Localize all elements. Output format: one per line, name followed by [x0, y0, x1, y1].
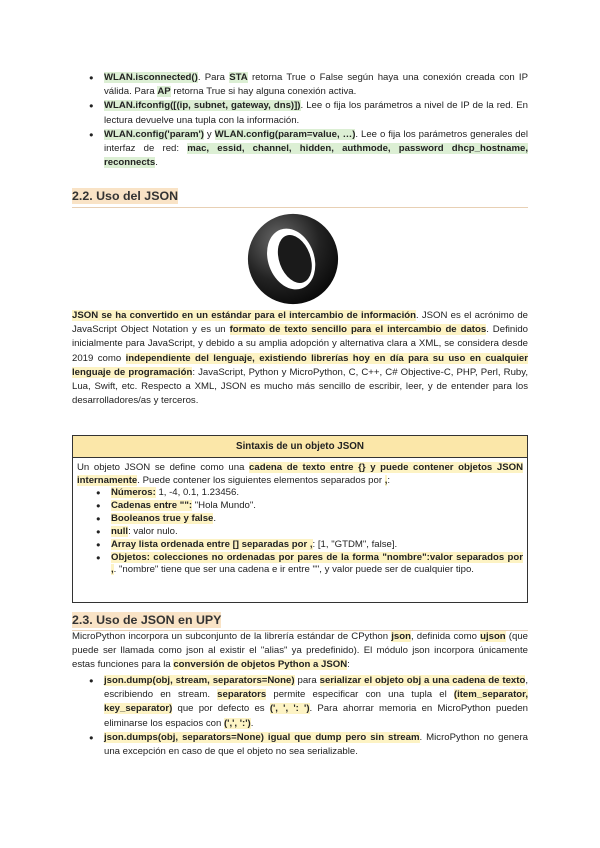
code-wlan-isconnected: WLAN.isconnected() [104, 72, 198, 83]
highlight: independiente del lenguaje, existiendo librerías hoy en día para su uso en cualquier lenguaje de programación [72, 352, 529, 378]
syntax-box-body [73, 458, 527, 577]
text: : [387, 475, 391, 486]
list-item [77, 500, 523, 513]
code-wlan-ifconfig: WLAN.ifconfig([(ip, subnet, gateway, dns)]) [104, 100, 301, 112]
upy-intro-paragraph [72, 630, 528, 673]
text: retorna True o False según haya una conexión creada con IP válida. Para [104, 72, 528, 98]
json-intro-paragraph [72, 309, 528, 408]
text: , definida como [410, 631, 481, 642]
list-item [77, 487, 523, 500]
highlight: (',', ':') [223, 717, 251, 729]
element-type: Números: [111, 487, 156, 498]
section-heading-upy [72, 613, 221, 627]
highlight: igual que dump pero sin stream [263, 731, 420, 743]
list-item [72, 99, 528, 127]
text: . JSON es el acrónimo de JavaScript Object Notation y es un [72, 310, 528, 336]
highlight: , [384, 475, 388, 486]
text: y [203, 128, 215, 140]
text: retorna True si hay alguna conexión activa. [170, 86, 357, 98]
text: . Puede contener los siguientes elementos separados por [137, 475, 385, 486]
highlight: (item_separator, key_separator) [104, 689, 528, 715]
text: . Para ahorrar memoria en MicroPython pueden eliminarse los espacios con [104, 703, 529, 729]
highlight: conversión de objetos Python a JSON [173, 659, 348, 671]
text: (que puede ser llamada como json al existir el "alias" ya predefinido). El módulo json incorpora únicamente estas funciones para la [72, 631, 528, 671]
list-item [77, 552, 523, 578]
list-item [72, 674, 528, 731]
text: "Hola Mundo". [192, 499, 256, 511]
element-type: Booleanos true y false [111, 512, 214, 524]
text: . [213, 512, 217, 524]
keyword-ap: AP [157, 86, 171, 98]
text: . [155, 157, 158, 169]
list-item [77, 539, 523, 552]
list-item [77, 526, 523, 539]
section-title: 2.3. Uso de JSON en UPY [72, 613, 222, 627]
text: . "nombre" tiene que ser una cadena e ir entre "", y valor puede ser de cualquier tipo. [113, 564, 474, 576]
text: . Lee o fija los parámetros generales del interfaz de red: [104, 128, 528, 155]
section-divider [72, 207, 528, 208]
highlight: (', ', ': ') [269, 703, 310, 715]
highlight: formato de texto sencillo para el intercambio de datos [229, 324, 487, 336]
text: Un objeto JSON se define como una [77, 462, 250, 473]
highlight: serializar el objeto obj a una cadena de texto [319, 675, 526, 686]
highlight: json [391, 631, 411, 642]
text: : valor nulo. [128, 525, 178, 537]
text: para [294, 675, 320, 686]
json-syntax-box [72, 435, 528, 603]
text: permite especificar con una tupla el [266, 689, 454, 701]
syntax-intro [77, 461, 523, 487]
element-type: Array lista ordenada entre [] separadas por , [111, 538, 313, 550]
code-json-dump: json.dump(obj, stream, separators=None) [104, 675, 295, 686]
code-wlan-config-set: WLAN.config(param=value, …) [214, 128, 356, 140]
syntax-box-title: Sintaxis de un objeto JSON [73, 436, 527, 458]
text: que por defecto es [172, 703, 270, 715]
text: . MicroPython no genera una excepción en caso de que el objeto no sea serializable. [104, 731, 529, 758]
text: MicroPython incorpora un subconjunto de la librería estándar de CPython [72, 631, 392, 642]
json-logo-image [247, 213, 339, 305]
text: 1, -4, 0.1, 1.23456. [155, 487, 239, 498]
list-item [72, 731, 528, 759]
list-item [72, 128, 528, 171]
code-json-dumps: json.dumps(obj, separators=None) [104, 731, 264, 743]
list-item [72, 71, 528, 99]
text: . Lee o fija los parámetros a nivel de IP de la red. En lectura devuelve una tupla con la información. [104, 100, 528, 126]
json-element-list [77, 487, 523, 577]
keyword-sta: STA [229, 72, 248, 83]
code-wlan-config-get: WLAN.config('param') [104, 128, 204, 140]
list-item [77, 513, 523, 526]
element-type: Objetos: colecciones no ordenadas por pares de la forma "nombre":valor separados por , [111, 551, 523, 576]
text: . Para [197, 72, 230, 83]
text: , escribiendo en stream. [104, 675, 528, 701]
text: . [250, 717, 254, 729]
element-type: Cadenas entre "": [111, 499, 193, 511]
text: : [1, "GTDM", false]. [312, 538, 398, 550]
highlight: separators [217, 689, 267, 701]
element-type: null [111, 525, 129, 537]
wlan-method-list [72, 71, 528, 170]
text: : JavaScript, Python y MicroPython, C, C++, C# Objective-C, PHP, Perl, Ruby, Lua, Swift, etc. Respecto a XML, JSON es mucho más sencillo de escribir, leer, y de entender para los desarrolladores/as y terceros. [72, 366, 528, 407]
text: : [347, 659, 350, 671]
highlight: JSON se ha convertido en un estándar para el intercambio de información [72, 310, 416, 321]
config-params: mac, essid, channel, hidden, authmode, password dhcp_hostname, reconnects [104, 143, 528, 169]
highlight: ujson [480, 631, 506, 642]
section-heading-json [72, 189, 178, 203]
text: . Definido inicialmente para JavaScript, y debido a su amplia adopción y alternativa clara a XML, se considera desde 2019 como [72, 324, 529, 364]
highlight: cadena de texto entre {} y puede contener objetos JSON internamente [77, 462, 524, 486]
section-title: 2.2. Uso del JSON [72, 189, 179, 203]
json-function-list [72, 674, 528, 759]
